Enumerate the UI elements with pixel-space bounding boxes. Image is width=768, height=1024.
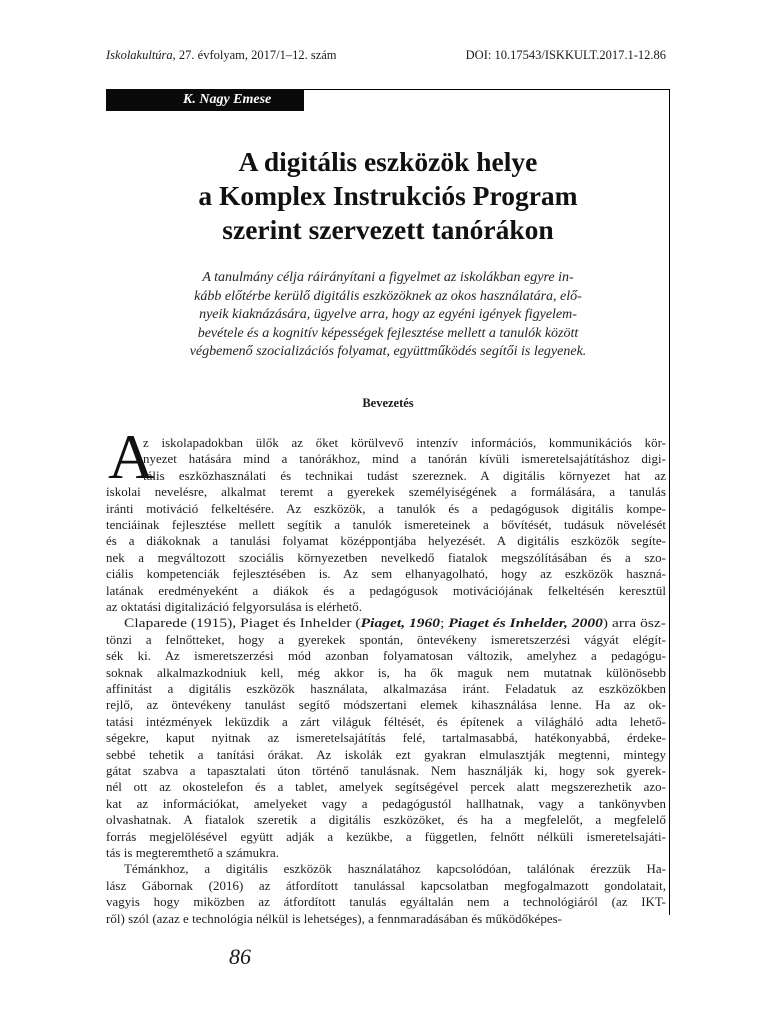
journal-name: Iskolakultúra, bbox=[106, 48, 176, 62]
body-line: tás is megteremthető a számukra. bbox=[106, 846, 280, 860]
abstract-line: végbemenő szocializációs folyamat, együttműködés segítői is legyenek. bbox=[189, 344, 587, 359]
body-line: iskolai nevelésre, alkalmat teremt a gyerekek személyiségének a formálására, a tanulás bbox=[106, 485, 666, 500]
body-line: tenciáinak fejlesztése mellett segítik a tanulók ismereteinek a bővítését, tudásuk növelését bbox=[106, 518, 666, 532]
body-line: és a diákoknak a tanulási folyamat középpontjába helyezését. A digitális eszközök segíte- bbox=[106, 534, 666, 549]
title-line: a Komplex Instrukciós Program bbox=[198, 180, 578, 211]
body-line: Témánkhoz, a digitális eszközök használatához kapcsolódóan, találónak érezzük Ha- bbox=[124, 862, 666, 877]
body-line: olvashatnak. A fiatalok szeretik a digitális eszközöket, és ha a megfelelőt, a megfelelő bbox=[106, 813, 666, 828]
body-line: tönzi a felnőtteket, hogy a gyerekek spontán, öntevékeny ismeretszerzési vágyát elégít- bbox=[106, 632, 666, 647]
body-line: kat az információkat, amelyeket vagy a pedagógustól hallhatnak, vagy a tankönyvben bbox=[106, 796, 666, 811]
abstract bbox=[138, 269, 638, 362]
abstract-line: nyeik kiaknázására, ügyelve arra, hogy az egyéni igények figyelem- bbox=[199, 307, 577, 322]
body-line: forrás megjelölésével együtt adják a kezükbe, a független, felnőtt nélküli ismeretelsajáti- bbox=[106, 829, 666, 844]
section-heading: Bevezetés bbox=[362, 396, 414, 410]
body-line: az oktatási digitalizáció felgyorsulása is elérhető. bbox=[106, 600, 363, 614]
body-line: nyezet hatására mind a tanórákhoz, mind a tanórán kívüli ismeretelsajátításhoz digi- bbox=[143, 452, 666, 467]
body-line: rejlő, az öntevékeny tanulást segítő módszertani elemek kihasználása lenne. Ha az ok- bbox=[106, 698, 666, 713]
abstract-line: A tanulmány célja ráirányítani a figyelmet az iskolákban egyre in- bbox=[202, 270, 574, 285]
page-number: 86 bbox=[229, 944, 251, 969]
title-line: A digitális eszközök helye bbox=[238, 146, 538, 177]
author-name: K. Nagy Emese bbox=[183, 92, 272, 107]
abstract-line: kább előtérbe kerülő digitális eszközöknek az okos használatára, elő- bbox=[194, 288, 582, 304]
body-line: soknak alkalmazkodniuk kell, még akkor is, ha ők maguk nem mutatnak különösebb bbox=[106, 665, 666, 680]
body-line: ségekre, kaput nyitnak az ismeretelsajátítás felé, tartalmasabbá, hatékonyabbá, érdeke- bbox=[106, 731, 666, 746]
drop-cap: A bbox=[108, 421, 155, 492]
body-line: latának eredményeként a diákok és a pedagógusok motivációjának felkeltésén keresztül bbox=[106, 583, 666, 598]
body-line: affinitást a digitális eszközök használata, alkalmazása iránt. Feladatuk az eszközökben bbox=[106, 682, 666, 696]
body-line: Claparede (1915), Piaget és Inhelder (Piaget, 1960; Piaget és Inhelder, 2000) arra ösz- bbox=[124, 616, 666, 631]
body-line: z iskolapadokban ülők az őket körülvevő intenzív információs, kommunikációs kör- bbox=[143, 436, 666, 450]
journal-issue: 27. évfolyam, 2017/1–12. szám bbox=[178, 48, 337, 62]
body-line: sebbé tehetik a tanítási órákat. Az iskolák ezt gyakran elmulasztják megtenni, mintegy bbox=[106, 747, 666, 762]
abstract-line: bevétele és a kognitív képességek fejlesztése mellett a tanulók között bbox=[197, 325, 579, 341]
article-title bbox=[106, 145, 670, 247]
body-line: iránti motiváció felkeltésére. Az eszközök, a tanulók és a pedagógusok digitális kompe- bbox=[106, 501, 666, 516]
journal-header bbox=[106, 48, 337, 63]
body-line: tatási intézmények leküzdik a zárt világuk féltését, és építenek a világháló adta lehető- bbox=[106, 714, 666, 729]
doi: DOI: 10.17543/ISKKULT.2017.1-12.86 bbox=[465, 48, 666, 62]
body-line: nek a megváltozott szociális környezetben nevelkedő fiatalok megszólításában és a szo- bbox=[106, 550, 666, 565]
body-line: vagyis hogy miközben az átfordított tanulás egyáltalán nem a technológiáról (az IKT- bbox=[106, 895, 666, 910]
title-line: szerint szervezett tanórákon bbox=[222, 214, 554, 245]
body-line: sék ki. Az ismeretszerzési mód azonban folyamatosan változik, amelyhez a pedagógu- bbox=[106, 649, 666, 664]
body-line: nél ott az okostelefon és a tablet, amelyek segítségével percek alatt megszerezhetik azo- bbox=[106, 780, 666, 795]
body-line: ről) szól (azaz e technológia nélkül is lehetséges), a fennmaradásában és működőképes- bbox=[106, 911, 563, 926]
author-bar bbox=[106, 89, 304, 111]
body-line: tális eszközhasználati és technikai tudást szereznek. A digitális környezet hat az bbox=[143, 468, 666, 483]
body-line: gátat szabva a tapasztalati úton történő tanulásnak. Nem használják ki, hogy sok gyerek- bbox=[106, 764, 666, 778]
body-line: ciális kompetenciák fejlesztésében is. Az sem elhanyagolható, hogy az eszközök haszná- bbox=[106, 567, 666, 582]
body-line: lász Gábornak (2016) az átfordított tanulással kapcsolatban megfogalmazott gondolatait, bbox=[106, 878, 666, 893]
